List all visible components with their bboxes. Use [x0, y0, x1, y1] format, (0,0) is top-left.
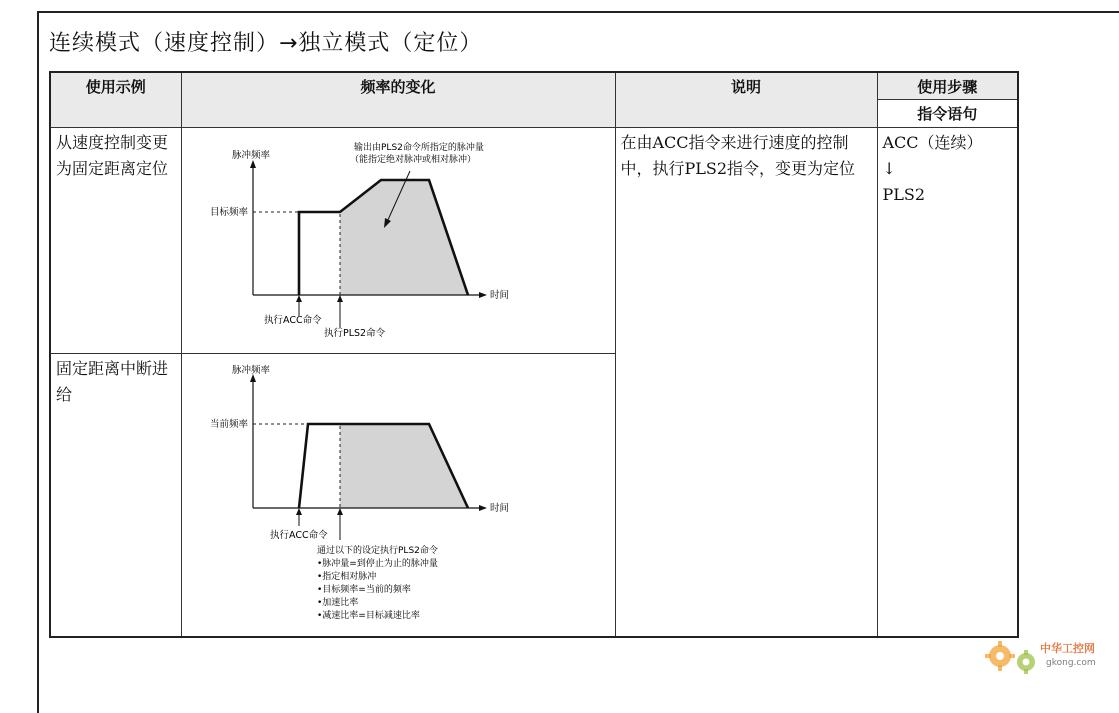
level-label: 目标频率: [209, 206, 248, 218]
event1-arrow-icon: [296, 295, 302, 302]
header-freq-change: 频率的变化: [181, 72, 615, 127]
settings-item-5: •减速比率=目标减速比率: [316, 610, 420, 621]
row1-diagram-cell: [181, 127, 615, 353]
small-gear-icon: [1017, 650, 1035, 674]
x-axis-label: 时间: [489, 289, 509, 301]
event2-arrow-icon: [337, 295, 343, 302]
y-axis-arrow-icon: [250, 160, 256, 168]
step-acc: ACC（连续）: [882, 132, 983, 152]
y-axis-label: 脉冲频率: [231, 149, 270, 161]
row1-frequency-diagram: [182, 128, 614, 349]
row2-frequency-diagram: [182, 354, 614, 632]
row2-diagram-cell: [181, 353, 615, 637]
settings-item-4: •加速比率: [316, 597, 358, 608]
watermark: [982, 632, 1112, 688]
step-arrow: ↓: [882, 158, 896, 178]
step-pls2: PLS2: [882, 184, 926, 204]
gear-icon: [985, 641, 1015, 671]
x-axis-label: 时间: [489, 502, 509, 514]
event1-label: 执行ACC命令: [263, 314, 322, 326]
row1-description: 在由ACC指令来进行速度的控制中，执行PLS2指令，变更为定位: [615, 127, 877, 637]
callout-text-line1: 输出由PLS2命令所指定的脉冲量: [353, 142, 484, 153]
watermark-domain: gkong.com: [1046, 658, 1096, 668]
header-instruction: 指令语句: [877, 99, 1018, 127]
settings-title: 通过以下的设定执行PLS2命令: [316, 545, 438, 556]
event1-label: 执行ACC命令: [269, 529, 328, 541]
spec-table: [49, 71, 1019, 638]
page-title: 连续模式（速度控制）→独立模式（定位）: [49, 31, 483, 56]
x-axis-arrow-icon: [479, 505, 487, 511]
watermark-brand: 中华工控网: [1040, 642, 1095, 655]
y-axis-label: 脉冲频率: [231, 364, 270, 376]
event2-arrow-icon: [337, 508, 343, 515]
row1-example: 从速度控制变更为固定距离定位: [50, 127, 181, 353]
header-description: 说明: [615, 72, 877, 127]
level-label: 当前频率: [209, 418, 248, 430]
header-example: 使用示例: [50, 72, 181, 127]
event1-arrow-icon: [296, 508, 302, 515]
x-axis-arrow-icon: [479, 292, 487, 298]
settings-item-2: •指定相对脉冲: [316, 571, 376, 582]
header-steps: 使用步骤: [877, 72, 1018, 99]
row2-example: 固定距离中断进给: [50, 353, 181, 637]
settings-item-3: •目标频率=当前的频率: [316, 584, 411, 595]
callout-text-line2: （能指定绝对脉冲或相对脉冲）: [349, 154, 476, 165]
row1-steps: [877, 127, 1018, 637]
event2-label: 执行PLS2命令: [323, 327, 385, 339]
watermark-graphic: [982, 632, 1112, 688]
settings-item-1: •脉冲量=到停止为止的脉冲量: [316, 558, 438, 569]
